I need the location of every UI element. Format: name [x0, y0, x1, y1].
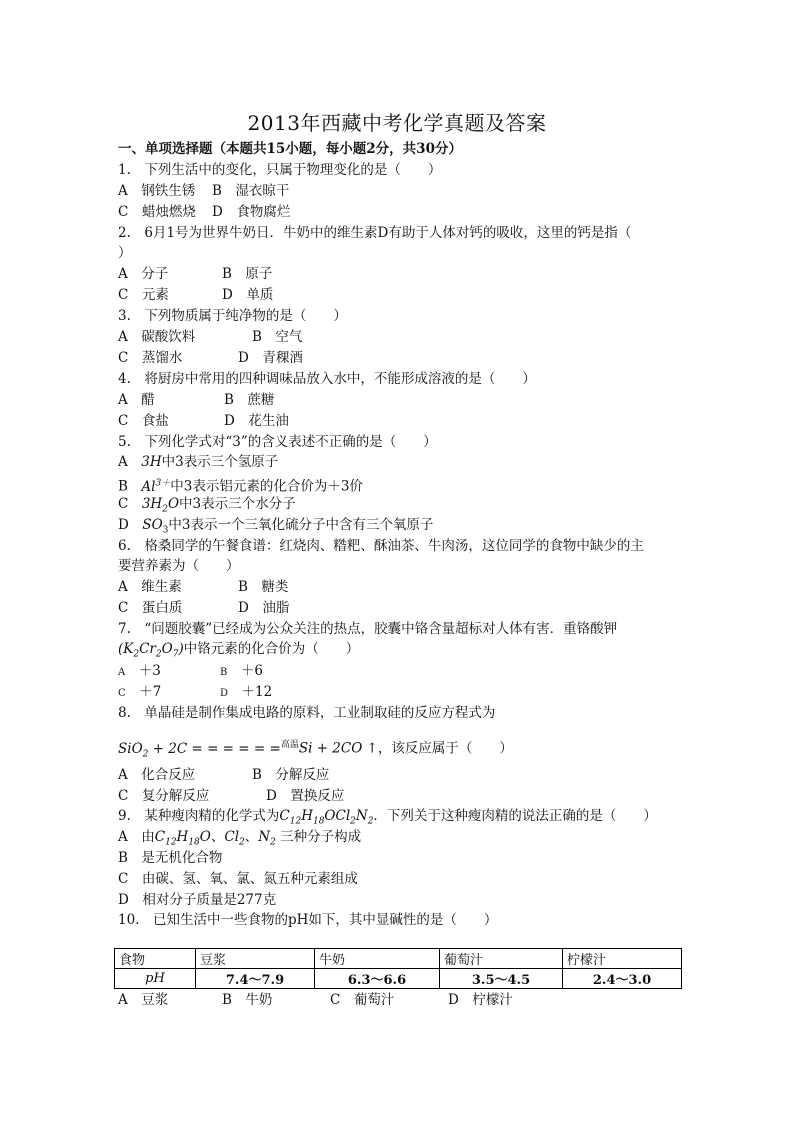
q2-option-a: A 分子 — [118, 266, 169, 282]
section-heading: 一、单项选择题（本题共15小题，每小题2分，共30分） — [118, 141, 462, 157]
q5-option-c-text: 表示三个水分子 — [201, 496, 296, 512]
q7-option-a: A ＋3 — [118, 663, 161, 679]
q9-option-c: C 由碳、氢、氧、氯、氮五种元素组成 — [118, 871, 358, 887]
q7-option-b-text: ＋6 — [240, 663, 263, 679]
q1-option-c: C 蜡烛燃烧 — [118, 204, 196, 220]
q2-option-b: B 原子 — [222, 266, 273, 282]
q5-option-d: D $SO_3$中3表示一个三氧化硫分子中含有三个氧原子 — [118, 517, 434, 536]
q3-option-c: C 蒸馏水 — [118, 350, 183, 366]
q8-option-a: A 化合反应 — [118, 767, 196, 783]
question-4-stem: 4. 将厨房中常用的四种调味品放入水中，不能形成溶液的是（ ） — [118, 371, 536, 387]
q7-option-a-text: ＋3 — [138, 663, 161, 679]
q1-option-b: B 湿衣晾干 — [212, 183, 290, 199]
q5-option-c: C $3H_2O$中3表示三个水分子 — [118, 496, 296, 515]
q9-option-b: B 是无机化合物 — [118, 850, 223, 866]
q10-option-a: A 豆浆 — [118, 992, 169, 1008]
q3-option-d: D 青稞酒 — [238, 350, 303, 366]
question-5-stem: 5. 下列化学式对“3”的含义表述不正确的是（ ） — [118, 434, 437, 450]
q7-option-d-text: ＋12 — [241, 684, 273, 700]
question-10-stem: 10. 已知生活中一些食物的pH如下，其中显碱性的是（ ） — [118, 912, 498, 928]
q4-option-b: B 蔗糖 — [224, 392, 275, 408]
table-header-cell: 葡萄汁 — [440, 949, 563, 969]
q7-option-d: D ＋12 — [220, 684, 273, 700]
q9-option-a: A 由$C_{12}H_{18}O$、$Cl_2$、$N_2$ 三种分子构成 — [118, 829, 362, 848]
q5-option-a: A 3H中3表示三个氢原子 — [118, 454, 279, 470]
q5-option-b-text: 中3表示铝元素的化合价为＋3价 — [170, 478, 363, 495]
table-cell: 3.5～4.5 — [440, 969, 563, 989]
table-row — [115, 969, 682, 989]
q2-option-c: C 元素 — [118, 287, 169, 303]
q3-option-a: A 碳酸饮料 — [118, 329, 196, 345]
question-8-equation: SiO$_2$ + 2C = = = = = =$^{高温}$Si + 2CO ↑，该反应属于（ ） — [118, 740, 513, 760]
q1-option-a: A 钢铁生锈 — [118, 183, 196, 199]
q7-option-b: B ＋6 — [220, 663, 263, 679]
q6-option-d: D 油脂 — [238, 600, 290, 616]
question-9-stem-post: ．下列关于这种瘦肉精的说法正确的是（ ） — [373, 808, 657, 824]
q4-option-a: A 醋 — [118, 392, 155, 408]
table-header-row — [115, 949, 682, 969]
q5-option-a-text: 表示三个氢原子 — [183, 454, 279, 470]
q9-option-a-text: 三种分子构成 — [280, 829, 362, 845]
q10-option-c: C 葡萄汁 — [330, 992, 395, 1008]
q4-option-c: C 食盐 — [118, 413, 169, 429]
question-9-stem-pre: 9. 某种瘦肉精的化学式为 — [118, 808, 280, 824]
table-header-cell: 柠檬汁 — [563, 949, 682, 969]
q10-option-d: D 柠檬汁 — [448, 992, 513, 1008]
question-2-stem-cont: ） — [118, 245, 132, 261]
question-9-stem: 9. 某种瘦肉精的化学式为$C_{12}H_{18}OCl_2N_2$．下列关于这种瘦肉精的说法正确的是（ ） — [118, 808, 657, 827]
table-cell: 6.3～6.6 — [315, 969, 440, 989]
q6-option-c: C 蛋白质 — [118, 600, 183, 616]
table-cell: 7.4～7.9 — [196, 969, 315, 989]
q3-option-b: B 空气 — [252, 329, 303, 345]
question-7-stem-cont-text: 中铬元素的化合价为（ ） — [183, 641, 360, 657]
question-6-stem: 6. 格桑同学的午餐食谱：红烧肉、糌粑、酥油茶、牛肉汤，这位同学的食物中缺少的主 — [118, 538, 644, 554]
q2-option-d: D 单质 — [222, 287, 274, 303]
question-6-stem-cont: 要营养素为（ ） — [118, 558, 240, 574]
table-header-cell: 牛奶 — [315, 949, 440, 969]
question-8-stem: 8. 单晶硅是制作集成电路的原料，工业制取硅的反应方程式为 — [118, 705, 496, 721]
question-7-stem-cont: $(K_2Cr_2O_7)$中铬元素的化合价为（ ） — [118, 641, 360, 660]
q6-option-a: A 维生素 — [118, 579, 182, 595]
question-3-stem: 3. 下列物质属于纯净物的是（ ） — [118, 308, 347, 324]
table-cell: pH — [115, 969, 196, 989]
question-2-stem: 2. 6月1号为世界牛奶日．牛奶中的维生素D有助于人体对钙的吸收，这里的钙是指（ — [118, 225, 632, 241]
q5-option-b: B $Al^{3+}$中3表示铝元素的化合价为＋3价 — [118, 478, 363, 495]
question-7-stem: 7. “问题胶囊”已经成为公众关注的热点，胶囊中铬含量超标对人体有害．重铬酸钾 — [118, 621, 618, 637]
q10-option-b: B 牛奶 — [222, 992, 273, 1008]
table-cell: 2.4～3.0 — [563, 969, 682, 989]
q7-option-c: C ＋7 — [118, 684, 162, 700]
q5-option-d-text: 中3表示一个三氧化硫分子中含有三个氧原子 — [168, 517, 434, 533]
table-header-cell: 食物 — [115, 949, 196, 969]
q8-option-c: C 复分解反应 — [118, 788, 210, 804]
table-header-cell: 豆浆 — [196, 949, 315, 969]
q7-option-c-text: ＋7 — [139, 684, 162, 700]
question-1-stem: 1. 下列生活中的变化，只属于物理变化的是（ ） — [118, 162, 442, 178]
q8-option-d: D 置换反应 — [266, 788, 345, 804]
q8-option-b: B 分解反应 — [252, 767, 330, 783]
q4-option-d: D 花生油 — [224, 413, 289, 429]
reaction-condition: 高温 — [280, 740, 299, 750]
q6-option-b: B 糖类 — [238, 579, 289, 595]
page-title: 2013年西藏中考化学真题及答案 — [247, 111, 547, 135]
ph-table — [114, 948, 682, 989]
q1-option-d: D 食物腐烂 — [212, 204, 291, 220]
q9-option-d: D 相对分子质量是277克 — [118, 892, 277, 908]
question-8-tail: ，该反应属于（ ） — [377, 740, 513, 757]
